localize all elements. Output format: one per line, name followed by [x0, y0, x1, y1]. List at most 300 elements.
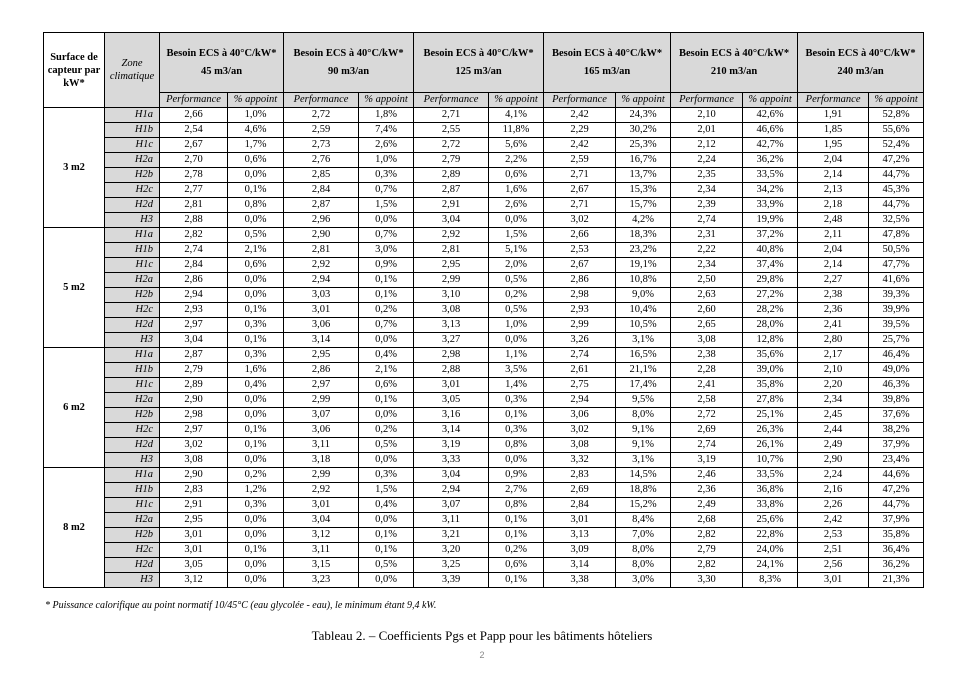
performance-cell: 3,01 [284, 498, 359, 513]
performance-subheader: Performance [284, 93, 359, 108]
appoint-subheader: % appoint [743, 93, 798, 108]
performance-cell: 2,54 [160, 123, 228, 138]
zone-cell: H2d [105, 198, 160, 213]
performance-cell: 3,23 [284, 573, 359, 588]
table-row [44, 153, 924, 168]
appoint-cell: 0,9% [489, 468, 544, 483]
performance-cell: 2,74 [671, 438, 743, 453]
appoint-cell: 35,6% [743, 348, 798, 363]
appoint-cell: 5,1% [489, 243, 544, 258]
performance-cell: 2,14 [798, 168, 869, 183]
performance-cell: 2,53 [798, 528, 869, 543]
performance-cell: 3,20 [414, 543, 489, 558]
appoint-cell: 2,6% [489, 198, 544, 213]
appoint-cell: 44,6% [869, 468, 924, 483]
appoint-cell: 9,0% [616, 288, 671, 303]
performance-cell: 3,08 [160, 453, 228, 468]
performance-cell: 2,77 [160, 183, 228, 198]
appoint-cell: 39,3% [869, 288, 924, 303]
appoint-cell: 3,1% [616, 333, 671, 348]
performance-cell: 2,71 [544, 168, 616, 183]
appoint-cell: 37,9% [869, 513, 924, 528]
page-number: 2 [479, 650, 485, 660]
performance-cell: 3,13 [544, 528, 616, 543]
appoint-cell: 3,1% [616, 453, 671, 468]
appoint-cell: 35,8% [869, 528, 924, 543]
appoint-cell: 26,3% [743, 423, 798, 438]
performance-cell: 2,91 [414, 198, 489, 213]
surface-cell: 8 m2 [44, 468, 105, 588]
appoint-subheader: % appoint [359, 93, 414, 108]
performance-cell: 2,89 [160, 378, 228, 393]
appoint-cell: 52,4% [869, 138, 924, 153]
performance-cell: 2,34 [671, 258, 743, 273]
performance-cell: 2,67 [544, 183, 616, 198]
appoint-cell: 0,1% [359, 543, 414, 558]
performance-cell: 3,18 [284, 453, 359, 468]
appoint-cell: 15,3% [616, 183, 671, 198]
performance-cell: 2,48 [798, 213, 869, 228]
appoint-cell: 23,2% [616, 243, 671, 258]
performance-cell: 2,80 [798, 333, 869, 348]
performance-cell: 2,49 [798, 438, 869, 453]
appoint-cell: 0,7% [359, 228, 414, 243]
appoint-cell: 1,6% [228, 363, 284, 378]
appoint-cell: 17,4% [616, 378, 671, 393]
appoint-cell: 0,0% [359, 513, 414, 528]
performance-cell: 3,08 [414, 303, 489, 318]
appoint-cell: 16,7% [616, 153, 671, 168]
appoint-cell: 33,5% [743, 468, 798, 483]
zone-cell: H1c [105, 138, 160, 153]
appoint-cell: 2,1% [228, 243, 284, 258]
appoint-cell: 46,4% [869, 348, 924, 363]
appoint-cell: 27,2% [743, 288, 798, 303]
performance-cell: 3,02 [544, 423, 616, 438]
volume-label: 45 m3/an [200, 65, 243, 77]
performance-cell: 3,19 [671, 453, 743, 468]
performance-cell: 2,29 [544, 123, 616, 138]
performance-cell: 2,53 [544, 243, 616, 258]
performance-cell: 2,16 [798, 483, 869, 498]
appoint-cell: 47,8% [869, 228, 924, 243]
appoint-cell: 0,6% [489, 558, 544, 573]
appoint-cell: 0,1% [359, 393, 414, 408]
zone-cell: H1b [105, 483, 160, 498]
appoint-cell: 1,2% [228, 483, 284, 498]
zone-cell: H2c [105, 183, 160, 198]
appoint-cell: 36,2% [869, 558, 924, 573]
performance-cell: 2,79 [160, 363, 228, 378]
performance-cell: 3,01 [798, 573, 869, 588]
table-row [44, 213, 924, 228]
performance-cell: 2,20 [798, 378, 869, 393]
performance-cell: 2,85 [284, 168, 359, 183]
performance-cell: 2,75 [544, 378, 616, 393]
table-row [44, 408, 924, 423]
performance-cell: 2,92 [284, 483, 359, 498]
appoint-cell: 25,1% [743, 408, 798, 423]
appoint-cell: 0,6% [489, 168, 544, 183]
performance-cell: 2,81 [160, 198, 228, 213]
performance-cell: 2,14 [798, 258, 869, 273]
performance-cell: 2,90 [160, 468, 228, 483]
table-row [44, 318, 924, 333]
performance-cell: 2,41 [671, 378, 743, 393]
appoint-cell: 13,7% [616, 168, 671, 183]
performance-cell: 3,14 [414, 423, 489, 438]
appoint-cell: 3,0% [359, 243, 414, 258]
performance-cell: 3,30 [671, 573, 743, 588]
performance-cell: 2,10 [798, 363, 869, 378]
appoint-cell: 9,1% [616, 423, 671, 438]
performance-cell: 3,02 [544, 213, 616, 228]
performance-cell: 2,41 [798, 318, 869, 333]
appoint-cell: 15,7% [616, 198, 671, 213]
appoint-subheader: % appoint [616, 93, 671, 108]
performance-cell: 2,90 [284, 228, 359, 243]
appoint-cell: 0,1% [228, 303, 284, 318]
performance-cell: 2,88 [160, 213, 228, 228]
appoint-cell: 36,8% [743, 483, 798, 498]
performance-cell: 3,19 [414, 438, 489, 453]
performance-cell: 2,94 [544, 393, 616, 408]
appoint-cell: 0,2% [489, 543, 544, 558]
performance-cell: 2,49 [671, 498, 743, 513]
appoint-cell: 47,7% [869, 258, 924, 273]
appoint-cell: 44,7% [869, 198, 924, 213]
performance-cell: 2,42 [544, 138, 616, 153]
performance-cell: 2,51 [798, 543, 869, 558]
appoint-cell: 0,8% [489, 438, 544, 453]
besoin-label: Besoin ECS à 40°C/kW* [679, 47, 790, 59]
performance-cell: 2,58 [671, 393, 743, 408]
appoint-cell: 22,8% [743, 528, 798, 543]
table-row [44, 228, 924, 243]
appoint-cell: 23,4% [869, 453, 924, 468]
table-body [44, 108, 924, 588]
appoint-cell: 27,8% [743, 393, 798, 408]
appoint-cell: 0,5% [359, 558, 414, 573]
performance-cell: 2,24 [798, 468, 869, 483]
performance-cell: 3,11 [284, 438, 359, 453]
appoint-cell: 1,6% [489, 183, 544, 198]
performance-cell: 2,24 [671, 153, 743, 168]
appoint-cell: 0,0% [359, 213, 414, 228]
performance-cell: 2,68 [671, 513, 743, 528]
appoint-cell: 0,4% [359, 498, 414, 513]
performance-cell: 2,91 [160, 498, 228, 513]
performance-cell: 2,36 [798, 303, 869, 318]
appoint-cell: 0,3% [489, 423, 544, 438]
performance-cell: 3,27 [414, 333, 489, 348]
appoint-cell: 1,7% [228, 138, 284, 153]
performance-cell: 2,18 [798, 198, 869, 213]
footnote: * Puissance calorifique au point normatif 10/45°C (eau glycolée - eau), le minimum étant 9,4 kW. [45, 600, 437, 611]
appoint-cell: 12,8% [743, 333, 798, 348]
surface-header: Surface de capteur par kW* [44, 33, 105, 108]
performance-cell: 2,66 [544, 228, 616, 243]
appoint-cell: 0,1% [228, 333, 284, 348]
zone-cell: H1b [105, 123, 160, 138]
performance-cell: 3,01 [160, 528, 228, 543]
performance-cell: 2,34 [798, 393, 869, 408]
appoint-cell: 46,6% [743, 123, 798, 138]
zone-cell: H1b [105, 363, 160, 378]
performance-cell: 2,88 [414, 363, 489, 378]
performance-subheader: Performance [160, 93, 228, 108]
performance-cell: 2,79 [671, 543, 743, 558]
performance-cell: 3,01 [544, 513, 616, 528]
besoin-header [671, 33, 798, 93]
appoint-cell: 39,9% [869, 303, 924, 318]
performance-cell: 2,70 [160, 153, 228, 168]
zone-cell: H1b [105, 243, 160, 258]
performance-cell: 3,03 [284, 288, 359, 303]
appoint-cell: 0,1% [359, 288, 414, 303]
appoint-cell: 0,4% [359, 348, 414, 363]
performance-cell: 2,60 [671, 303, 743, 318]
appoint-cell: 0,1% [489, 513, 544, 528]
performance-cell: 2,35 [671, 168, 743, 183]
performance-cell: 2,99 [544, 318, 616, 333]
appoint-cell: 15,2% [616, 498, 671, 513]
appoint-cell: 5,6% [489, 138, 544, 153]
appoint-cell: 2,7% [489, 483, 544, 498]
table-row [44, 498, 924, 513]
performance-cell: 2,92 [284, 258, 359, 273]
appoint-cell: 0,3% [359, 168, 414, 183]
performance-cell: 3,26 [544, 333, 616, 348]
performance-cell: 2,95 [160, 513, 228, 528]
besoin-label: Besoin ECS à 40°C/kW* [805, 47, 916, 59]
performance-cell: 3,12 [160, 573, 228, 588]
performance-cell: 3,12 [284, 528, 359, 543]
performance-cell: 3,05 [160, 558, 228, 573]
appoint-cell: 3,5% [489, 363, 544, 378]
besoin-header [414, 33, 544, 93]
appoint-cell: 41,6% [869, 273, 924, 288]
table-row [44, 123, 924, 138]
performance-cell: 2,13 [798, 183, 869, 198]
appoint-cell: 0,8% [489, 498, 544, 513]
performance-cell: 2,04 [798, 243, 869, 258]
appoint-cell: 4,2% [616, 213, 671, 228]
besoin-label: Besoin ECS à 40°C/kW* [423, 47, 534, 59]
appoint-subheader: % appoint [489, 93, 544, 108]
appoint-cell: 0,6% [359, 378, 414, 393]
performance-cell: 2,72 [414, 138, 489, 153]
performance-cell: 3,01 [414, 378, 489, 393]
performance-cell: 2,97 [160, 318, 228, 333]
appoint-cell: 0,2% [359, 423, 414, 438]
appoint-cell: 39,5% [869, 318, 924, 333]
appoint-cell: 0,0% [228, 273, 284, 288]
performance-cell: 2,84 [544, 498, 616, 513]
appoint-cell: 33,9% [743, 198, 798, 213]
performance-cell: 2,38 [671, 348, 743, 363]
performance-cell: 2,74 [671, 213, 743, 228]
performance-cell: 2,99 [284, 468, 359, 483]
performance-cell: 2,93 [160, 303, 228, 318]
performance-cell: 3,08 [544, 438, 616, 453]
surface-cell: 5 m2 [44, 228, 105, 348]
zone-cell: H2c [105, 543, 160, 558]
appoint-cell: 24,0% [743, 543, 798, 558]
performance-cell: 2,73 [284, 138, 359, 153]
appoint-cell: 0,0% [228, 513, 284, 528]
appoint-cell: 33,5% [743, 168, 798, 183]
appoint-cell: 32,5% [869, 213, 924, 228]
appoint-cell: 0,3% [228, 498, 284, 513]
appoint-cell: 8,0% [616, 408, 671, 423]
appoint-cell: 39,0% [743, 363, 798, 378]
appoint-cell: 0,1% [489, 408, 544, 423]
appoint-cell: 47,2% [869, 153, 924, 168]
appoint-cell: 24,3% [616, 108, 671, 123]
performance-cell: 2,56 [798, 558, 869, 573]
appoint-cell: 0,0% [228, 393, 284, 408]
appoint-cell: 7,4% [359, 123, 414, 138]
appoint-cell: 8,4% [616, 513, 671, 528]
performance-cell: 2,67 [544, 258, 616, 273]
appoint-cell: 0,0% [228, 408, 284, 423]
appoint-cell: 0,8% [228, 198, 284, 213]
zone-cell: H2b [105, 408, 160, 423]
table-row [44, 243, 924, 258]
performance-cell: 3,06 [544, 408, 616, 423]
performance-cell: 3,16 [414, 408, 489, 423]
performance-cell: 2,69 [671, 423, 743, 438]
performance-cell: 3,08 [671, 333, 743, 348]
appoint-cell: 0,0% [228, 453, 284, 468]
zone-cell: H1a [105, 468, 160, 483]
performance-cell: 2,27 [798, 273, 869, 288]
performance-cell: 2,95 [284, 348, 359, 363]
table-row [44, 108, 924, 123]
appoint-cell: 0,5% [489, 303, 544, 318]
appoint-cell: 0,2% [359, 303, 414, 318]
performance-cell: 2,71 [414, 108, 489, 123]
performance-cell: 2,72 [284, 108, 359, 123]
appoint-cell: 19,9% [743, 213, 798, 228]
performance-cell: 2,74 [160, 243, 228, 258]
performance-cell: 3,04 [160, 333, 228, 348]
appoint-cell: 2,0% [489, 258, 544, 273]
appoint-cell: 0,0% [228, 288, 284, 303]
performance-cell: 2,04 [798, 153, 869, 168]
appoint-cell: 1,5% [359, 483, 414, 498]
performance-cell: 2,76 [284, 153, 359, 168]
besoin-header [284, 33, 414, 93]
performance-cell: 2,97 [284, 378, 359, 393]
zone-cell: H2d [105, 318, 160, 333]
appoint-cell: 1,5% [359, 198, 414, 213]
zone-cell: H3 [105, 333, 160, 348]
performance-cell: 2,83 [544, 468, 616, 483]
zone-cell: H1a [105, 228, 160, 243]
appoint-cell: 0,7% [359, 183, 414, 198]
performance-cell: 2,96 [284, 213, 359, 228]
appoint-cell: 0,7% [359, 318, 414, 333]
appoint-cell: 1,4% [489, 378, 544, 393]
appoint-cell: 35,8% [743, 378, 798, 393]
performance-cell: 3,14 [284, 333, 359, 348]
performance-subheader: Performance [544, 93, 616, 108]
appoint-cell: 45,3% [869, 183, 924, 198]
appoint-cell: 0,0% [359, 333, 414, 348]
surface-cell: 3 m2 [44, 108, 105, 228]
performance-cell: 3,11 [284, 543, 359, 558]
appoint-cell: 1,5% [489, 228, 544, 243]
performance-cell: 2,82 [160, 228, 228, 243]
performance-cell: 3,15 [284, 558, 359, 573]
performance-cell: 3,21 [414, 528, 489, 543]
table-row [44, 513, 924, 528]
zone-cell: H2d [105, 438, 160, 453]
appoint-cell: 0,1% [228, 543, 284, 558]
appoint-cell: 36,4% [869, 543, 924, 558]
performance-cell: 3,11 [414, 513, 489, 528]
performance-cell: 3,01 [160, 543, 228, 558]
performance-cell: 2,72 [671, 408, 743, 423]
appoint-cell: 34,2% [743, 183, 798, 198]
performance-cell: 2,78 [160, 168, 228, 183]
volume-label: 165 m3/an [583, 65, 631, 77]
performance-cell: 2,42 [544, 108, 616, 123]
appoint-cell: 0,0% [359, 573, 414, 588]
performance-cell: 2,01 [671, 123, 743, 138]
appoint-cell: 2,2% [489, 153, 544, 168]
performance-cell: 2,98 [544, 288, 616, 303]
performance-cell: 2,65 [671, 318, 743, 333]
performance-cell: 2,81 [414, 243, 489, 258]
zone-cell: H1c [105, 258, 160, 273]
appoint-cell: 0,0% [359, 408, 414, 423]
appoint-cell: 7,0% [616, 528, 671, 543]
performance-cell: 2,39 [671, 198, 743, 213]
performance-cell: 2,99 [414, 273, 489, 288]
appoint-cell: 28,0% [743, 318, 798, 333]
appoint-cell: 1,1% [489, 348, 544, 363]
appoint-cell: 37,4% [743, 258, 798, 273]
performance-cell: 2,98 [160, 408, 228, 423]
appoint-cell: 18,3% [616, 228, 671, 243]
performance-cell: 3,10 [414, 288, 489, 303]
performance-cell: 2,42 [798, 513, 869, 528]
performance-cell: 2,86 [544, 273, 616, 288]
performance-cell: 2,86 [284, 363, 359, 378]
table-row [44, 198, 924, 213]
appoint-cell: 0,9% [359, 258, 414, 273]
appoint-cell: 8,0% [616, 543, 671, 558]
appoint-cell: 0,0% [228, 168, 284, 183]
appoint-cell: 19,1% [616, 258, 671, 273]
appoint-cell: 26,1% [743, 438, 798, 453]
performance-cell: 3,32 [544, 453, 616, 468]
performance-cell: 3,04 [414, 213, 489, 228]
performance-cell: 2,26 [798, 498, 869, 513]
performance-cell: 2,50 [671, 273, 743, 288]
performance-subheader: Performance [671, 93, 743, 108]
table-row [44, 573, 924, 588]
performance-cell: 3,06 [284, 318, 359, 333]
performance-cell: 2,67 [160, 138, 228, 153]
performance-cell: 2,95 [414, 258, 489, 273]
performance-cell: 2,59 [544, 153, 616, 168]
appoint-cell: 0,1% [228, 183, 284, 198]
appoint-cell: 39,8% [869, 393, 924, 408]
